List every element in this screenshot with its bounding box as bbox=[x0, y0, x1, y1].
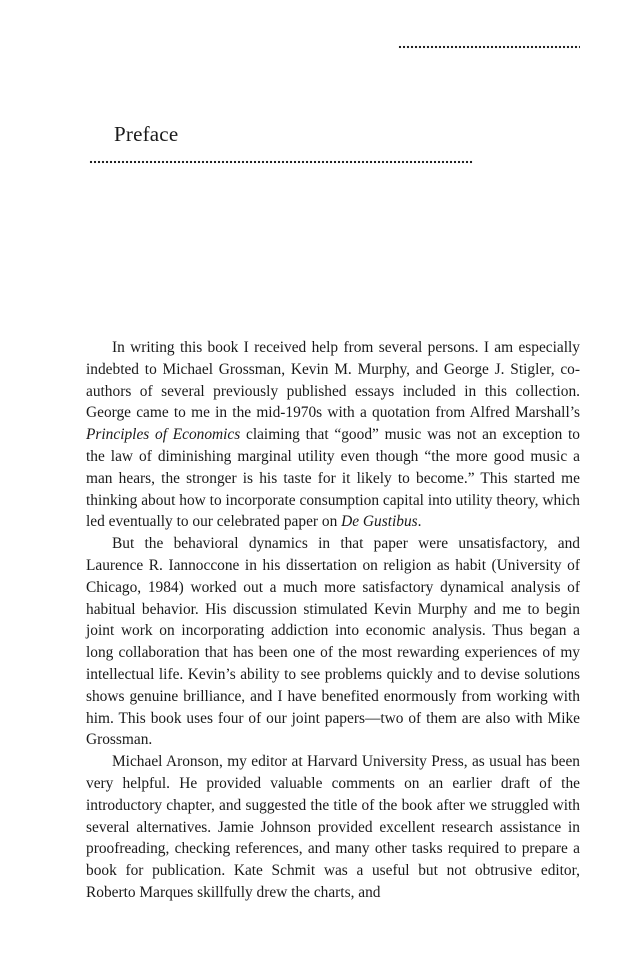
header-dot-rule bbox=[398, 44, 580, 50]
paper-title-de-gustibus: De Gustibus bbox=[341, 513, 418, 531]
text-run: . bbox=[417, 513, 422, 531]
page-title: Preface bbox=[114, 122, 179, 146]
text-run: But the behavioral dynamics in that paper were unsatisfactory, and Laurence R. Iannoccone in his dissertation on religion as habit (University of Chicago, 1984) worked out a much more satisfactory dynamical analysis of habitual behavior. His discussion stimulated Kevin Murphy and me to begin joint work on incorporating addiction into economic analysis. Thus began a long collaboration that has been one of the most rewarding experiences of my intellectual life. Kevin’s ability to see problems quickly and to devise solutions shows genuine brilliance, and I have benefited enormously from working with him. This book uses four of our joint papers—two of them are also with Mike Grossman. bbox=[86, 535, 580, 749]
text-run: claiming that “good” music was not an exception to the law of diminishing marginal utility even though “the more good music a man hears, the stronger is his taste for it likely to become.” This started me thinking about how to incorporate consumption capital into utility theory, which led eventually to our celebrated paper on bbox=[86, 426, 580, 531]
paragraph-1 bbox=[86, 337, 580, 533]
text-run: Michael Aronson, my editor at Harvard University Press, as usual has been very helpful. He provided valuable comments on an earlier draft of the introductory chapter, and suggested the title of the book after we struggled with several alternatives. Jamie Johnson provided excellent research assistance in proofreading, checking references, and many other tasks required to prepare a book for publication. Kate Schmit was a useful but not obtrusive editor, Roberto Marques skillfully drew the charts, and bbox=[86, 753, 580, 901]
book-title-principles: Principles of Economics bbox=[86, 426, 241, 444]
body-text bbox=[86, 337, 580, 904]
paragraph-2 bbox=[86, 533, 580, 751]
paragraph-3 bbox=[86, 751, 580, 904]
title-dot-rule bbox=[89, 159, 473, 165]
text-run: In writing this book I received help from several persons. I am especially indebted to Michael Grossman, Kevin M. Murphy, and George J. Stigler, co-authors of several previously published essays included in this collection. George came to me in the mid-1970s with a quotation from Alfred Marshall’s bbox=[86, 339, 580, 422]
